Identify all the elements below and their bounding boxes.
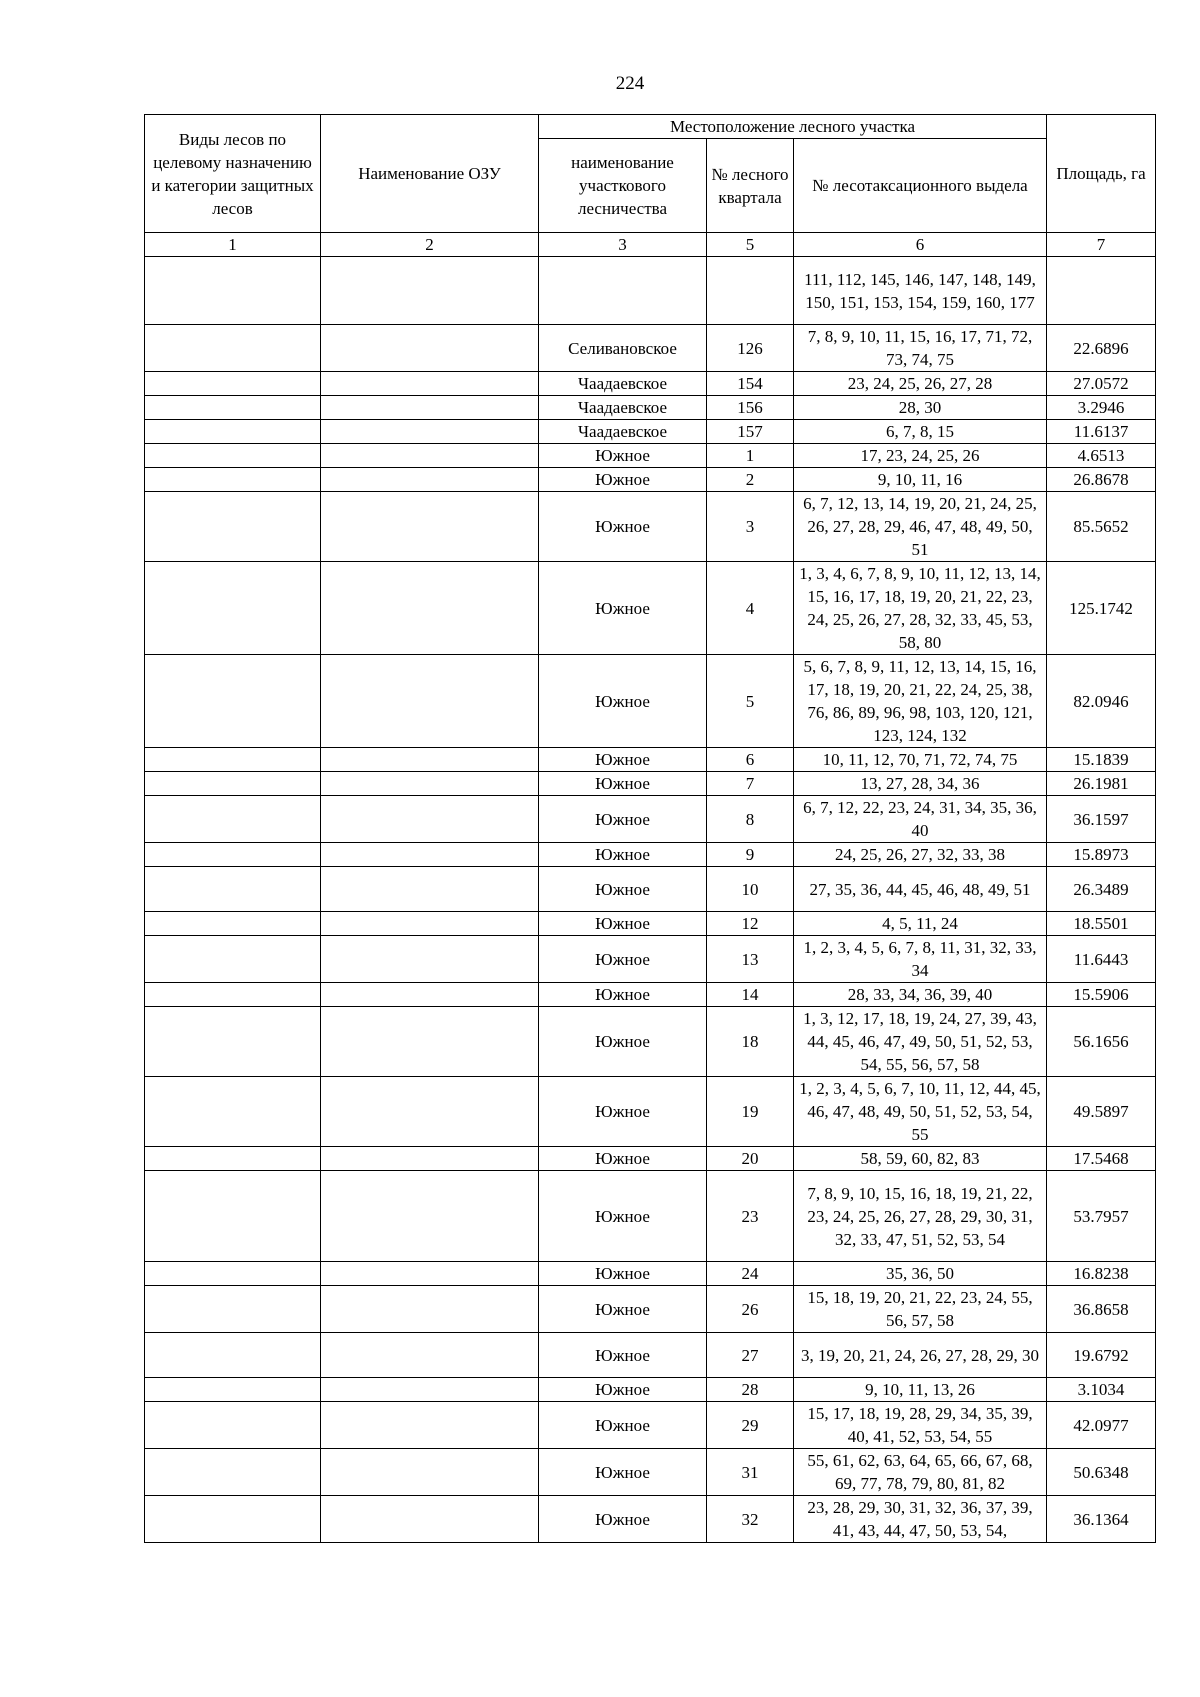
table-row — [145, 1077, 1156, 1147]
district-cell: Южное — [539, 796, 707, 843]
area-cell: 50.6348 — [1047, 1449, 1156, 1496]
header-location: Местоположение лесного участка — [539, 115, 1047, 139]
forest-type-cell — [145, 748, 321, 772]
district-cell: Южное — [539, 1286, 707, 1333]
district-cell: Южное — [539, 655, 707, 748]
plots-cell: 6, 7, 12, 13, 14, 19, 20, 21, 24, 25, 26, 27, 28, 29, 46, 47, 48, 49, 50, 51 — [794, 492, 1047, 562]
area-cell: 26.1981 — [1047, 772, 1156, 796]
quarter-cell: 6 — [707, 748, 794, 772]
plots-cell: 28, 30 — [794, 396, 1047, 420]
district-cell: Южное — [539, 444, 707, 468]
area-cell: 15.8973 — [1047, 843, 1156, 867]
ozu-name-cell — [321, 1007, 539, 1077]
area-cell: 26.3489 — [1047, 867, 1156, 912]
district-cell: Чаадаевское — [539, 420, 707, 444]
header-area: Площадь, га — [1047, 115, 1156, 233]
header-number: 7 — [1047, 233, 1156, 257]
district-cell — [539, 257, 707, 325]
quarter-cell: 18 — [707, 1007, 794, 1077]
header-number: 3 — [539, 233, 707, 257]
plots-cell: 35, 36, 50 — [794, 1262, 1047, 1286]
table-row — [145, 562, 1156, 655]
header-ozu-name: Наименование ОЗУ — [321, 115, 539, 233]
forest-type-cell — [145, 1262, 321, 1286]
district-cell: Южное — [539, 867, 707, 912]
plots-cell: 55, 61, 62, 63, 64, 65, 66, 67, 68, 69, 77, 78, 79, 80, 81, 82 — [794, 1449, 1047, 1496]
forest-type-cell — [145, 1496, 321, 1543]
quarter-cell: 13 — [707, 936, 794, 983]
ozu-name-cell — [321, 772, 539, 796]
forest-type-cell — [145, 444, 321, 468]
forest-type-cell — [145, 843, 321, 867]
district-cell: Южное — [539, 843, 707, 867]
ozu-name-cell — [321, 492, 539, 562]
forest-type-cell — [145, 420, 321, 444]
area-cell: 11.6443 — [1047, 936, 1156, 983]
header-quarter: № лесного квартала — [707, 139, 794, 233]
forest-type-cell — [145, 936, 321, 983]
table-row — [145, 468, 1156, 492]
forest-type-cell — [145, 796, 321, 843]
page-number: 224 — [615, 73, 645, 94]
table-row — [145, 912, 1156, 936]
forest-type-cell — [145, 325, 321, 372]
ozu-name-cell — [321, 1286, 539, 1333]
quarter-cell: 14 — [707, 983, 794, 1007]
forest-type-cell — [145, 1333, 321, 1378]
table-row — [145, 1171, 1156, 1262]
quarter-cell: 24 — [707, 1262, 794, 1286]
forest-type-cell — [145, 1378, 321, 1402]
ozu-name-cell — [321, 912, 539, 936]
area-cell: 15.5906 — [1047, 983, 1156, 1007]
plots-cell: 7, 8, 9, 10, 15, 16, 18, 19, 21, 22, 23, 24, 25, 26, 27, 28, 29, 30, 31, 32, 33, 47, 51, 52, 53, 54 — [794, 1171, 1047, 1262]
plots-cell: 10, 11, 12, 70, 71, 72, 74, 75 — [794, 748, 1047, 772]
table-row — [145, 1007, 1156, 1077]
plots-cell: 28, 33, 34, 36, 39, 40 — [794, 983, 1047, 1007]
forest-type-cell — [145, 1286, 321, 1333]
ozu-name-cell — [321, 796, 539, 843]
plots-cell: 58, 59, 60, 82, 83 — [794, 1147, 1047, 1171]
header-number: 1 — [145, 233, 321, 257]
district-cell: Южное — [539, 1449, 707, 1496]
district-cell: Южное — [539, 562, 707, 655]
table-row — [145, 420, 1156, 444]
plots-cell: 111, 112, 145, 146, 147, 148, 149, 150, 151, 153, 154, 159, 160, 177 — [794, 257, 1047, 325]
ozu-name-cell — [321, 1171, 539, 1262]
table-row — [145, 1449, 1156, 1496]
ozu-name-cell — [321, 1402, 539, 1449]
ozu-name-cell — [321, 1449, 539, 1496]
table-row — [145, 1147, 1156, 1171]
district-cell: Чаадаевское — [539, 372, 707, 396]
area-cell: 36.8658 — [1047, 1286, 1156, 1333]
forest-type-cell — [145, 562, 321, 655]
table-row — [145, 444, 1156, 468]
quarter-cell: 3 — [707, 492, 794, 562]
plots-cell: 1, 3, 4, 6, 7, 8, 9, 10, 11, 12, 13, 14, 15, 16, 17, 18, 19, 20, 21, 22, 23, 24, 25, 26, 27, 28, 32, 33, 45, 53, 58, 80 — [794, 562, 1047, 655]
quarter-cell: 20 — [707, 1147, 794, 1171]
quarter-cell: 7 — [707, 772, 794, 796]
district-cell: Южное — [539, 1378, 707, 1402]
plots-cell: 27, 35, 36, 44, 45, 46, 48, 49, 51 — [794, 867, 1047, 912]
quarter-cell: 8 — [707, 796, 794, 843]
forest-type-cell — [145, 772, 321, 796]
quarter-cell: 29 — [707, 1402, 794, 1449]
area-cell: 53.7957 — [1047, 1171, 1156, 1262]
table-row — [145, 1402, 1156, 1449]
table-row — [145, 936, 1156, 983]
district-cell: Южное — [539, 492, 707, 562]
quarter-cell: 26 — [707, 1286, 794, 1333]
plots-cell: 7, 8, 9, 10, 11, 15, 16, 17, 71, 72, 73, 74, 75 — [794, 325, 1047, 372]
forest-type-cell — [145, 1402, 321, 1449]
area-cell: 82.0946 — [1047, 655, 1156, 748]
forest-type-cell — [145, 1171, 321, 1262]
forest-type-cell — [145, 1449, 321, 1496]
quarter-cell: 19 — [707, 1077, 794, 1147]
district-cell: Южное — [539, 468, 707, 492]
quarter-cell: 154 — [707, 372, 794, 396]
plots-cell: 24, 25, 26, 27, 32, 33, 38 — [794, 843, 1047, 867]
header-number: 5 — [707, 233, 794, 257]
ozu-name-cell — [321, 655, 539, 748]
forest-type-cell — [145, 983, 321, 1007]
ozu-name-cell — [321, 1333, 539, 1378]
quarter-cell: 156 — [707, 396, 794, 420]
forest-type-cell — [145, 867, 321, 912]
forest-type-cell — [145, 372, 321, 396]
table-row — [145, 1496, 1156, 1543]
area-cell: 125.1742 — [1047, 562, 1156, 655]
district-cell: Южное — [539, 772, 707, 796]
table-row — [145, 1333, 1156, 1378]
quarter-cell: 5 — [707, 655, 794, 748]
district-cell: Южное — [539, 748, 707, 772]
quarter-cell: 157 — [707, 420, 794, 444]
ozu-name-cell — [321, 420, 539, 444]
table-row — [145, 983, 1156, 1007]
plots-cell: 9, 10, 11, 13, 26 — [794, 1378, 1047, 1402]
plots-cell: 3, 19, 20, 21, 24, 26, 27, 28, 29, 30 — [794, 1333, 1047, 1378]
district-cell: Южное — [539, 1262, 707, 1286]
forest-plots-table — [144, 114, 1156, 1543]
header-number: 2 — [321, 233, 539, 257]
ozu-name-cell — [321, 1077, 539, 1147]
plots-cell: 23, 24, 25, 26, 27, 28 — [794, 372, 1047, 396]
area-cell: 22.6896 — [1047, 325, 1156, 372]
forest-type-cell — [145, 655, 321, 748]
table-row — [145, 655, 1156, 748]
district-cell: Южное — [539, 912, 707, 936]
table-row — [145, 325, 1156, 372]
ozu-name-cell — [321, 396, 539, 420]
area-cell: 15.1839 — [1047, 748, 1156, 772]
ozu-name-cell — [321, 257, 539, 325]
district-cell: Южное — [539, 1007, 707, 1077]
area-cell: 11.6137 — [1047, 420, 1156, 444]
table-row — [145, 867, 1156, 912]
plots-cell: 5, 6, 7, 8, 9, 11, 12, 13, 14, 15, 16, 17, 18, 19, 20, 21, 22, 24, 25, 38, 76, 86, 89, 96, 98, 103, 120, 121, 123, 124, 132 — [794, 655, 1047, 748]
plots-cell: 15, 17, 18, 19, 28, 29, 34, 35, 39, 40, 41, 52, 53, 54, 55 — [794, 1402, 1047, 1449]
plots-cell: 6, 7, 12, 22, 23, 24, 31, 34, 35, 36, 40 — [794, 796, 1047, 843]
district-cell: Южное — [539, 1496, 707, 1543]
area-cell: 85.5652 — [1047, 492, 1156, 562]
forest-type-cell — [145, 492, 321, 562]
area-cell: 36.1364 — [1047, 1496, 1156, 1543]
quarter-cell: 126 — [707, 325, 794, 372]
header-district: наименование участкового лесничества — [539, 139, 707, 233]
quarter-cell: 27 — [707, 1333, 794, 1378]
header-number: 6 — [794, 233, 1047, 257]
plots-cell: 4, 5, 11, 24 — [794, 912, 1047, 936]
district-cell: Южное — [539, 983, 707, 1007]
plots-cell: 1, 3, 12, 17, 18, 19, 24, 27, 39, 43, 44, 45, 46, 47, 49, 50, 51, 52, 53, 54, 55, 56, 57, 58 — [794, 1007, 1047, 1077]
header-forest-type: Виды лесов по целевому назначению и категории защитных лесов — [145, 115, 321, 233]
plots-cell: 6, 7, 8, 15 — [794, 420, 1047, 444]
plots-cell: 9, 10, 11, 16 — [794, 468, 1047, 492]
ozu-name-cell — [321, 468, 539, 492]
forest-type-cell — [145, 396, 321, 420]
area-cell: 56.1656 — [1047, 1007, 1156, 1077]
table-row — [145, 372, 1156, 396]
table-row — [145, 1262, 1156, 1286]
quarter-cell — [707, 257, 794, 325]
ozu-name-cell — [321, 748, 539, 772]
quarter-cell: 31 — [707, 1449, 794, 1496]
district-cell: Южное — [539, 1402, 707, 1449]
district-cell: Чаадаевское — [539, 396, 707, 420]
ozu-name-cell — [321, 1262, 539, 1286]
table-row — [145, 257, 1156, 325]
ozu-name-cell — [321, 983, 539, 1007]
forest-type-cell — [145, 1147, 321, 1171]
forest-type-cell — [145, 912, 321, 936]
quarter-cell: 4 — [707, 562, 794, 655]
area-cell: 18.5501 — [1047, 912, 1156, 936]
area-cell: 3.2946 — [1047, 396, 1156, 420]
district-cell: Южное — [539, 1077, 707, 1147]
area-cell: 36.1597 — [1047, 796, 1156, 843]
header-plot: № лесотаксационного выдела — [794, 139, 1047, 233]
forest-type-cell — [145, 1007, 321, 1077]
district-cell: Южное — [539, 1147, 707, 1171]
quarter-cell: 32 — [707, 1496, 794, 1543]
ozu-name-cell — [321, 372, 539, 396]
table-row — [145, 772, 1156, 796]
table-row — [145, 396, 1156, 420]
ozu-name-cell — [321, 1496, 539, 1543]
quarter-cell: 12 — [707, 912, 794, 936]
area-cell: 49.5897 — [1047, 1077, 1156, 1147]
ozu-name-cell — [321, 562, 539, 655]
table-row — [145, 1378, 1156, 1402]
table-body — [145, 257, 1156, 1543]
ozu-name-cell — [321, 444, 539, 468]
plots-cell: 1, 2, 3, 4, 5, 6, 7, 8, 11, 31, 32, 33, 34 — [794, 936, 1047, 983]
quarter-cell: 23 — [707, 1171, 794, 1262]
ozu-name-cell — [321, 1378, 539, 1402]
area-cell: 17.5468 — [1047, 1147, 1156, 1171]
plots-cell: 15, 18, 19, 20, 21, 22, 23, 24, 55, 56, 57, 58 — [794, 1286, 1047, 1333]
forest-type-cell — [145, 1077, 321, 1147]
ozu-name-cell — [321, 936, 539, 983]
plots-cell: 17, 23, 24, 25, 26 — [794, 444, 1047, 468]
quarter-cell: 10 — [707, 867, 794, 912]
plots-cell: 13, 27, 28, 34, 36 — [794, 772, 1047, 796]
quarter-cell: 2 — [707, 468, 794, 492]
plots-cell: 23, 28, 29, 30, 31, 32, 36, 37, 39, 41, 43, 44, 47, 50, 53, 54, — [794, 1496, 1047, 1543]
ozu-name-cell — [321, 325, 539, 372]
ozu-name-cell — [321, 843, 539, 867]
area-cell: 26.8678 — [1047, 468, 1156, 492]
area-cell: 16.8238 — [1047, 1262, 1156, 1286]
forest-type-cell — [145, 468, 321, 492]
district-cell: Селивановское — [539, 325, 707, 372]
table-row — [145, 492, 1156, 562]
district-cell: Южное — [539, 936, 707, 983]
table-row — [145, 1286, 1156, 1333]
area-cell: 3.1034 — [1047, 1378, 1156, 1402]
table-row — [145, 843, 1156, 867]
plots-cell: 1, 2, 3, 4, 5, 6, 7, 10, 11, 12, 44, 45, 46, 47, 48, 49, 50, 51, 52, 53, 54, 55 — [794, 1077, 1047, 1147]
quarter-cell: 28 — [707, 1378, 794, 1402]
quarter-cell: 1 — [707, 444, 794, 468]
ozu-name-cell — [321, 1147, 539, 1171]
district-cell: Южное — [539, 1171, 707, 1262]
area-cell: 19.6792 — [1047, 1333, 1156, 1378]
forest-type-cell — [145, 257, 321, 325]
quarter-cell: 9 — [707, 843, 794, 867]
area-cell: 42.0977 — [1047, 1402, 1156, 1449]
table-row — [145, 796, 1156, 843]
area-cell: 4.6513 — [1047, 444, 1156, 468]
ozu-name-cell — [321, 867, 539, 912]
area-cell: 27.0572 — [1047, 372, 1156, 396]
area-cell — [1047, 257, 1156, 325]
table-row — [145, 748, 1156, 772]
district-cell: Южное — [539, 1333, 707, 1378]
